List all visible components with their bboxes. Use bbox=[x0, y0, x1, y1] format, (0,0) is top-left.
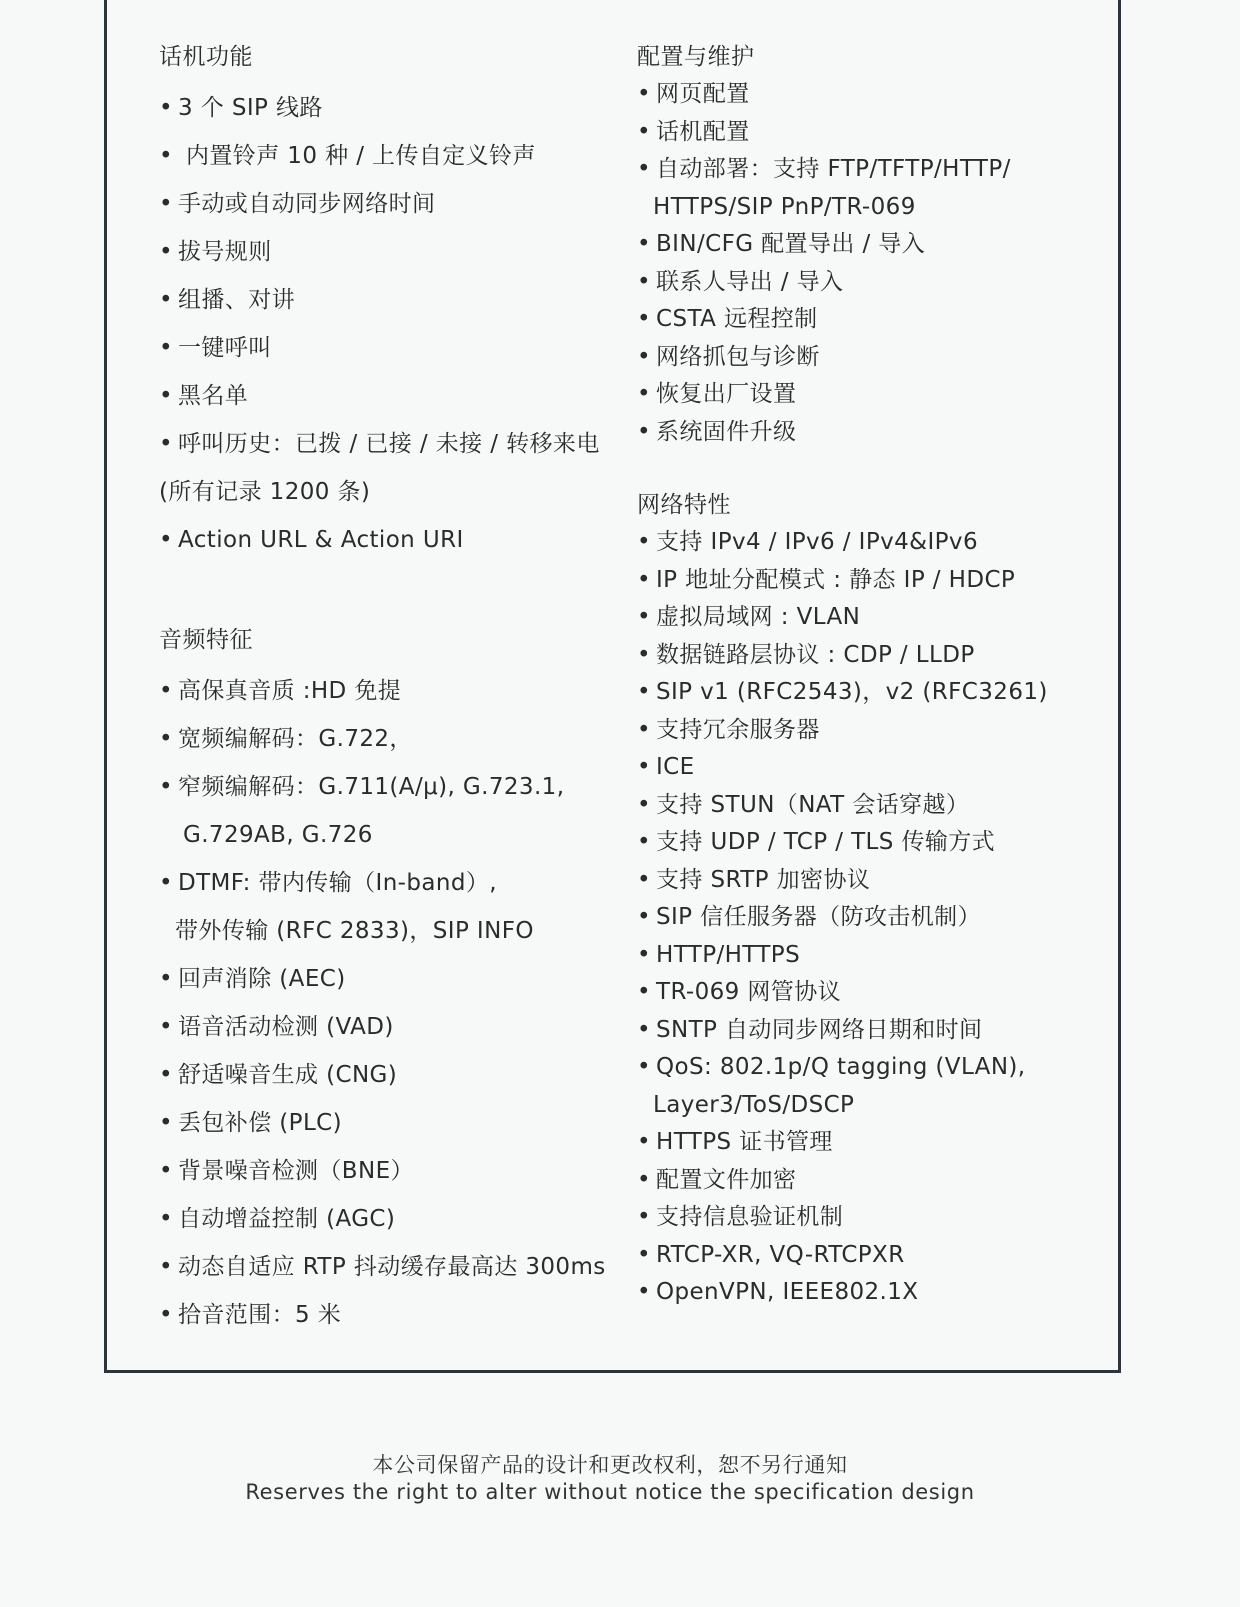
list-item: • 自动增益控制 (AGC) bbox=[159, 1195, 629, 1243]
list-item-continuation: Layer3/ToS/DSCP bbox=[653, 1091, 855, 1118]
section-title-config-maintenance: 配置与维护 bbox=[637, 44, 755, 70]
section-title-audio-features: 音频特征 bbox=[159, 627, 253, 653]
list-item: • 一键呼叫 bbox=[159, 324, 629, 372]
list-item: • 内置铃声 10 种 / 上传自定义铃声 bbox=[159, 132, 629, 180]
list-item: • 宽频编解码：G.722， bbox=[159, 715, 629, 763]
footer-disclaimer bbox=[0, 1452, 1220, 1506]
list-item: • 话机配置 bbox=[637, 114, 1117, 152]
list-item: • 背景噪音检测（BNE） bbox=[159, 1147, 629, 1195]
list-item: • 回声消除 (AEC) bbox=[159, 955, 629, 1003]
list-item: • 呼叫历史：已拨 / 已接 / 未接 / 转移来电 bbox=[159, 420, 629, 468]
list-item: • SNTP 自动同步网络日期和时间 bbox=[637, 1012, 1117, 1050]
list-item: • 系统固件升级 bbox=[637, 414, 1117, 452]
list-item: • 组播、对讲 bbox=[159, 276, 629, 324]
list-item: • 数据链路层协议 : CDP / LLDP bbox=[637, 637, 1117, 675]
section-title-phone-features: 话机功能 bbox=[159, 44, 253, 70]
list-item: • 高保真音质 :HD 免提 bbox=[159, 667, 629, 715]
spec-sheet-box bbox=[104, 0, 1121, 1373]
list-item: • ICE bbox=[637, 749, 1117, 787]
right-column bbox=[637, 37, 1117, 1312]
left-column bbox=[159, 37, 629, 1339]
list-item: • 舒适噪音生成 (CNG) bbox=[159, 1051, 629, 1099]
list-item: • 配置文件加密 bbox=[637, 1162, 1117, 1200]
list-item: • 网络抓包与诊断 bbox=[637, 339, 1117, 377]
list-item: • 窄频编解码：G.711(A/μ), G.723.1, bbox=[159, 763, 629, 811]
list-item: • 丢包补偿 (PLC) bbox=[159, 1099, 629, 1147]
list-item: • 虚拟局域网 : VLAN bbox=[637, 599, 1117, 637]
list-item: • 网页配置 bbox=[637, 76, 1117, 114]
list-item: • 支持 UDP / TCP / TLS 传输方式 bbox=[637, 824, 1117, 862]
list-item: • 支持信息验证机制 bbox=[637, 1199, 1117, 1237]
list-item: • 手动或自动同步网络时间 bbox=[159, 180, 629, 228]
list-item: • 支持 STUN（NAT 会话穿越） bbox=[637, 787, 1117, 825]
footer-line-en: Reserves the right to alter without notice the specification design bbox=[245, 1480, 975, 1504]
list-item: • TR-069 网管协议 bbox=[637, 974, 1117, 1012]
list-item: • 3 个 SIP 线路 bbox=[159, 84, 629, 132]
section-title-network-features: 网络特性 bbox=[637, 492, 731, 518]
list-item: • 支持 SRTP 加密协议 bbox=[637, 862, 1117, 900]
list-item: • HTTP/HTTPS bbox=[637, 937, 1117, 975]
list-item: • OpenVPN, IEEE802.1X bbox=[637, 1274, 1117, 1312]
list-item: • SIP v1 (RFC2543)，v2 (RFC3261) bbox=[637, 674, 1117, 712]
list-item: • QoS: 802.1p/Q tagging (VLAN), bbox=[637, 1049, 1117, 1087]
list-item: • BIN/CFG 配置导出 / 导入 bbox=[637, 226, 1117, 264]
list-item: • 自动部署：支持 FTP/TFTP/HTTP/ bbox=[637, 151, 1117, 189]
list-item: • SIP 信任服务器（防攻击机制） bbox=[637, 899, 1117, 937]
list-item: • IP 地址分配模式 : 静态 IP / HDCP bbox=[637, 562, 1117, 600]
list-item: • DTMF: 带内传输（In-band）, bbox=[159, 859, 629, 907]
list-item: • 黑名单 bbox=[159, 372, 629, 420]
list-item-continuation: HTTPS/SIP PnP/TR-069 bbox=[653, 193, 916, 220]
list-item-continuation: G.729AB, G.726 bbox=[183, 822, 373, 848]
footer-line-cn: 本公司保留产品的设计和更改权利，恕不另行通知 bbox=[372, 1453, 848, 1477]
list-item-continuation: 带外传输 (RFC 2833)，SIP INFO bbox=[175, 918, 534, 944]
list-item: • CSTA 远程控制 bbox=[637, 301, 1117, 339]
list-item: • 拾音范围：5 米 bbox=[159, 1291, 629, 1339]
list-item: • RTCP-XR, VQ-RTCPXR bbox=[637, 1237, 1117, 1275]
list-item-continuation: (所有记录 1200 条) bbox=[159, 479, 371, 505]
list-item: • 联系人导出 / 导入 bbox=[637, 264, 1117, 302]
list-item: • HTTPS 证书管理 bbox=[637, 1124, 1117, 1162]
list-item: • 拔号规则 bbox=[159, 228, 629, 276]
list-item: • Action URL & Action URI bbox=[159, 516, 629, 564]
list-item: • 恢复出厂设置 bbox=[637, 376, 1117, 414]
list-item: • 支持 IPv4 / IPv6 / IPv4&IPv6 bbox=[637, 524, 1117, 562]
list-item: • 支持冗余服务器 bbox=[637, 712, 1117, 750]
list-item: • 动态自适应 RTP 抖动缓存最高达 300ms bbox=[159, 1243, 629, 1291]
list-item: • 语音活动检测 (VAD) bbox=[159, 1003, 629, 1051]
